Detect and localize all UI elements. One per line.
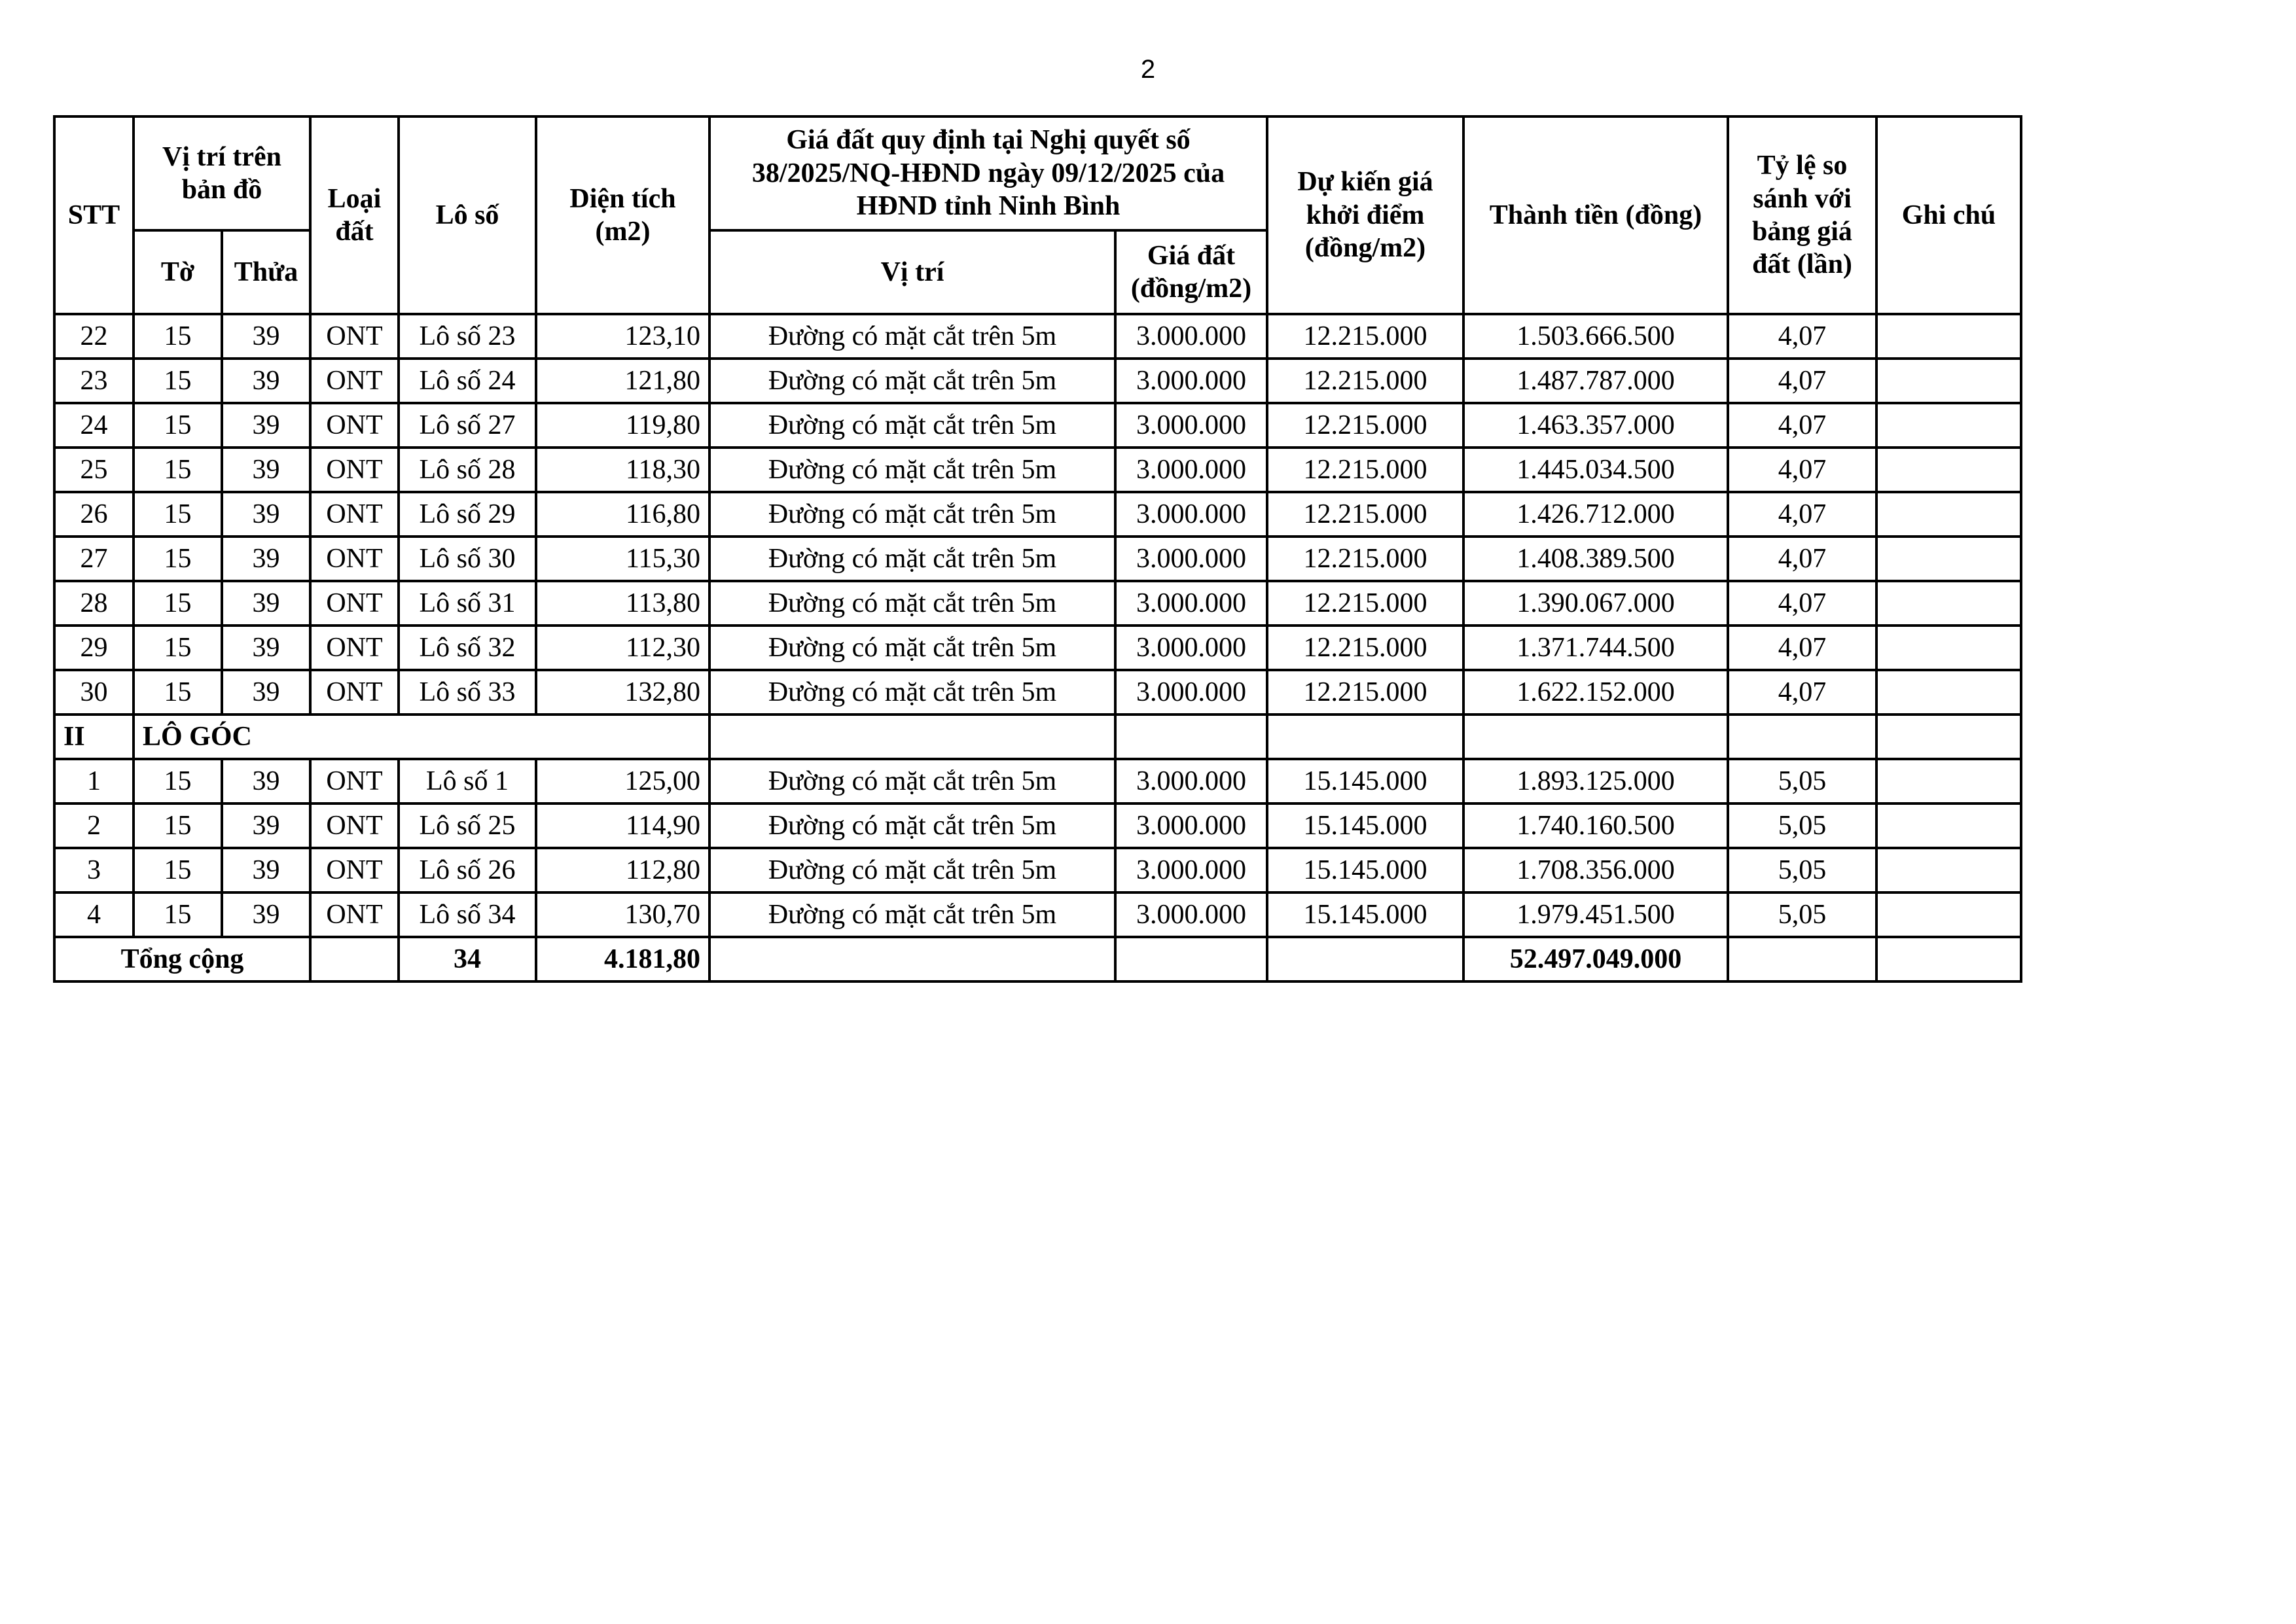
cell-gia-dat: 3.000.000 (1115, 670, 1267, 715)
cell-stt: 24 (54, 403, 134, 448)
cell-vi-tri: Đường có mặt cắt trên 5m (709, 314, 1115, 359)
cell-du-kien-gia: 15.145.000 (1267, 848, 1463, 892)
cell-thua: 39 (222, 670, 310, 715)
cell-thua: 39 (222, 448, 310, 492)
cell-vi-tri: Đường có mặt cắt trên 5m (709, 848, 1115, 892)
empty-cell (709, 937, 1115, 981)
empty-cell (709, 715, 1115, 759)
cell-thanh-tien: 1.390.067.000 (1463, 581, 1728, 626)
cell-lo-so: Lô số 33 (399, 670, 536, 715)
cell-to: 15 (134, 403, 222, 448)
cell-gia-dat: 3.000.000 (1115, 359, 1267, 403)
header-to: Tờ (134, 230, 222, 314)
cell-du-kien-gia: 12.215.000 (1267, 448, 1463, 492)
cell-thua: 39 (222, 359, 310, 403)
cell-ty-le: 4,07 (1728, 403, 1876, 448)
header-thua: Thửa (222, 230, 310, 314)
cell-lo-so: Lô số 24 (399, 359, 536, 403)
cell-lo-so: Lô số 32 (399, 626, 536, 670)
empty-cell (1463, 715, 1728, 759)
table-row (54, 359, 2021, 403)
cell-thua: 39 (222, 803, 310, 848)
cell-thanh-tien: 1.371.744.500 (1463, 626, 1728, 670)
table-row (54, 314, 2021, 359)
empty-cell (1728, 715, 1876, 759)
cell-dien-tich: 132,80 (536, 670, 709, 715)
cell-vi-tri: Đường có mặt cắt trên 5m (709, 670, 1115, 715)
cell-thanh-tien: 1.503.666.500 (1463, 314, 1728, 359)
land-price-table (53, 115, 2022, 983)
total-label: Tổng cộng (54, 937, 310, 981)
cell-loai-dat: ONT (310, 403, 399, 448)
cell-to: 15 (134, 359, 222, 403)
cell-loai-dat: ONT (310, 759, 399, 803)
cell-dien-tich: 130,70 (536, 892, 709, 937)
cell-gia-dat: 3.000.000 (1115, 448, 1267, 492)
cell-dien-tich: 114,90 (536, 803, 709, 848)
cell-vi-tri: Đường có mặt cắt trên 5m (709, 492, 1115, 537)
cell-loai-dat: ONT (310, 626, 399, 670)
section-row-lo-goc (54, 715, 2021, 759)
header-ty-le: Tỷ lệ so sánh với bảng giá đất (lần) (1728, 116, 1876, 314)
cell-gia-dat: 3.000.000 (1115, 848, 1267, 892)
cell-vi-tri: Đường có mặt cắt trên 5m (709, 892, 1115, 937)
cell-stt: 30 (54, 670, 134, 715)
empty-cell (1115, 937, 1267, 981)
cell-ty-le: 5,05 (1728, 759, 1876, 803)
table-body (54, 314, 2021, 981)
cell-thanh-tien: 1.445.034.500 (1463, 448, 1728, 492)
cell-thua: 39 (222, 759, 310, 803)
cell-dien-tich: 115,30 (536, 537, 709, 581)
cell-dien-tich: 112,80 (536, 848, 709, 892)
cell-to: 15 (134, 314, 222, 359)
cell-ty-le: 4,07 (1728, 626, 1876, 670)
cell-vi-tri: Đường có mặt cắt trên 5m (709, 537, 1115, 581)
cell-thua: 39 (222, 403, 310, 448)
cell-ty-le: 4,07 (1728, 537, 1876, 581)
total-thanh-tien: 52.497.049.000 (1463, 937, 1728, 981)
table-row (54, 803, 2021, 848)
cell-to: 15 (134, 848, 222, 892)
header-gia-dat-quy-dinh: Giá đất quy định tại Nghị quyết số 38/2025/NQ-HĐND ngày 09/12/2025 của HĐND tỉnh Ninh Bình (709, 116, 1267, 230)
cell-to: 15 (134, 803, 222, 848)
cell-stt: 1 (54, 759, 134, 803)
table-row (54, 448, 2021, 492)
cell-stt: 23 (54, 359, 134, 403)
table-row (54, 759, 2021, 803)
table-row (54, 403, 2021, 448)
header-du-kien-gia: Dự kiến giá khởi điểm (đồng/m2) (1267, 116, 1463, 314)
cell-vi-tri: Đường có mặt cắt trên 5m (709, 581, 1115, 626)
cell-loai-dat: ONT (310, 359, 399, 403)
table-row (54, 670, 2021, 715)
cell-ghi-chu (1876, 314, 2021, 359)
cell-thua: 39 (222, 314, 310, 359)
cell-lo-so: Lô số 27 (399, 403, 536, 448)
cell-thanh-tien: 1.408.389.500 (1463, 537, 1728, 581)
cell-ghi-chu (1876, 759, 2021, 803)
cell-gia-dat: 3.000.000 (1115, 759, 1267, 803)
cell-thanh-tien: 1.979.451.500 (1463, 892, 1728, 937)
empty-cell (1267, 937, 1463, 981)
cell-du-kien-gia: 12.215.000 (1267, 537, 1463, 581)
cell-vi-tri: Đường có mặt cắt trên 5m (709, 759, 1115, 803)
cell-thua: 39 (222, 848, 310, 892)
header-vi-tri-ban-do: Vị trí trên bản đồ (134, 116, 310, 230)
table-row (54, 626, 2021, 670)
total-row (54, 937, 2021, 981)
cell-dien-tich: 118,30 (536, 448, 709, 492)
cell-to: 15 (134, 537, 222, 581)
table-row (54, 848, 2021, 892)
cell-vi-tri: Đường có mặt cắt trên 5m (709, 448, 1115, 492)
cell-gia-dat: 3.000.000 (1115, 314, 1267, 359)
cell-lo-so: Lô số 25 (399, 803, 536, 848)
cell-lo-so: Lô số 28 (399, 448, 536, 492)
cell-gia-dat: 3.000.000 (1115, 403, 1267, 448)
cell-du-kien-gia: 12.215.000 (1267, 403, 1463, 448)
cell-vi-tri: Đường có mặt cắt trên 5m (709, 359, 1115, 403)
empty-cell (1728, 937, 1876, 981)
table-row (54, 892, 2021, 937)
cell-gia-dat: 3.000.000 (1115, 492, 1267, 537)
total-dien-tich: 4.181,80 (536, 937, 709, 981)
cell-ty-le: 5,05 (1728, 892, 1876, 937)
cell-thua: 39 (222, 537, 310, 581)
cell-lo-so: Lô số 31 (399, 581, 536, 626)
cell-stt: 27 (54, 537, 134, 581)
cell-stt: 2 (54, 803, 134, 848)
table-row (54, 492, 2021, 537)
cell-ghi-chu (1876, 448, 2021, 492)
cell-lo-so: Lô số 34 (399, 892, 536, 937)
cell-loai-dat: ONT (310, 803, 399, 848)
cell-dien-tich: 123,10 (536, 314, 709, 359)
cell-to: 15 (134, 448, 222, 492)
cell-du-kien-gia: 12.215.000 (1267, 581, 1463, 626)
cell-du-kien-gia: 15.145.000 (1267, 803, 1463, 848)
cell-ghi-chu (1876, 359, 2021, 403)
cell-ty-le: 5,05 (1728, 803, 1876, 848)
cell-loai-dat: ONT (310, 314, 399, 359)
cell-lo-so: Lô số 1 (399, 759, 536, 803)
cell-gia-dat: 3.000.000 (1115, 626, 1267, 670)
header-thanh-tien: Thành tiền (đồng) (1463, 116, 1728, 314)
empty-cell (310, 937, 399, 981)
cell-du-kien-gia: 15.145.000 (1267, 892, 1463, 937)
cell-thanh-tien: 1.463.357.000 (1463, 403, 1728, 448)
cell-du-kien-gia: 12.215.000 (1267, 359, 1463, 403)
header-ghi-chu: Ghi chú (1876, 116, 2021, 314)
cell-du-kien-gia: 12.215.000 (1267, 314, 1463, 359)
cell-du-kien-gia: 12.215.000 (1267, 670, 1463, 715)
cell-loai-dat: ONT (310, 581, 399, 626)
cell-ty-le: 4,07 (1728, 359, 1876, 403)
cell-du-kien-gia: 12.215.000 (1267, 626, 1463, 670)
cell-ty-le: 4,07 (1728, 314, 1876, 359)
cell-thanh-tien: 1.893.125.000 (1463, 759, 1728, 803)
cell-gia-dat: 3.000.000 (1115, 581, 1267, 626)
cell-ty-le: 4,07 (1728, 492, 1876, 537)
cell-dien-tich: 112,30 (536, 626, 709, 670)
section-number: II (54, 715, 134, 759)
cell-thanh-tien: 1.622.152.000 (1463, 670, 1728, 715)
cell-lo-so: Lô số 23 (399, 314, 536, 359)
cell-stt: 22 (54, 314, 134, 359)
cell-dien-tich: 121,80 (536, 359, 709, 403)
empty-cell (1267, 715, 1463, 759)
cell-gia-dat: 3.000.000 (1115, 537, 1267, 581)
table-row (54, 537, 2021, 581)
cell-dien-tich: 113,80 (536, 581, 709, 626)
cell-ghi-chu (1876, 892, 2021, 937)
header-dien-tich: Diện tích (m2) (536, 116, 709, 314)
cell-vi-tri: Đường có mặt cắt trên 5m (709, 403, 1115, 448)
total-lo-count: 34 (399, 937, 536, 981)
cell-gia-dat: 3.000.000 (1115, 803, 1267, 848)
cell-thanh-tien: 1.426.712.000 (1463, 492, 1728, 537)
page-number: 2 (1140, 55, 1156, 84)
cell-to: 15 (134, 492, 222, 537)
cell-ghi-chu (1876, 670, 2021, 715)
table-row (54, 581, 2021, 626)
cell-ty-le: 4,07 (1728, 670, 1876, 715)
cell-du-kien-gia: 12.215.000 (1267, 492, 1463, 537)
cell-ty-le: 4,07 (1728, 581, 1876, 626)
cell-stt: 3 (54, 848, 134, 892)
table-header (54, 116, 2021, 314)
header-vi-tri: Vị trí (709, 230, 1115, 314)
cell-thua: 39 (222, 581, 310, 626)
cell-thua: 39 (222, 492, 310, 537)
empty-cell (1876, 715, 2021, 759)
cell-vi-tri: Đường có mặt cắt trên 5m (709, 803, 1115, 848)
cell-loai-dat: ONT (310, 537, 399, 581)
cell-thanh-tien: 1.740.160.500 (1463, 803, 1728, 848)
cell-thanh-tien: 1.708.356.000 (1463, 848, 1728, 892)
header-loai-dat: Loại đất (310, 116, 399, 314)
cell-thanh-tien: 1.487.787.000 (1463, 359, 1728, 403)
cell-ty-le: 5,05 (1728, 848, 1876, 892)
header-lo-so: Lô số (399, 116, 536, 314)
cell-stt: 29 (54, 626, 134, 670)
header-gia-dat: Giá đất (đồng/m2) (1115, 230, 1267, 314)
cell-ghi-chu (1876, 626, 2021, 670)
cell-thua: 39 (222, 626, 310, 670)
cell-stt: 4 (54, 892, 134, 937)
cell-gia-dat: 3.000.000 (1115, 892, 1267, 937)
cell-ghi-chu (1876, 581, 2021, 626)
cell-loai-dat: ONT (310, 670, 399, 715)
cell-to: 15 (134, 759, 222, 803)
cell-dien-tich: 119,80 (536, 403, 709, 448)
section-title: LÔ GÓC (134, 715, 709, 759)
cell-dien-tich: 125,00 (536, 759, 709, 803)
empty-cell (1876, 937, 2021, 981)
cell-to: 15 (134, 626, 222, 670)
empty-cell (1115, 715, 1267, 759)
header-stt: STT (54, 116, 134, 314)
cell-lo-so: Lô số 26 (399, 848, 536, 892)
cell-ghi-chu (1876, 403, 2021, 448)
cell-loai-dat: ONT (310, 448, 399, 492)
cell-loai-dat: ONT (310, 492, 399, 537)
cell-lo-so: Lô số 30 (399, 537, 536, 581)
cell-ty-le: 4,07 (1728, 448, 1876, 492)
cell-ghi-chu (1876, 492, 2021, 537)
cell-to: 15 (134, 581, 222, 626)
cell-to: 15 (134, 892, 222, 937)
cell-vi-tri: Đường có mặt cắt trên 5m (709, 626, 1115, 670)
cell-ghi-chu (1876, 537, 2021, 581)
cell-loai-dat: ONT (310, 892, 399, 937)
cell-stt: 28 (54, 581, 134, 626)
cell-thua: 39 (222, 892, 310, 937)
cell-stt: 26 (54, 492, 134, 537)
cell-lo-so: Lô số 29 (399, 492, 536, 537)
cell-loai-dat: ONT (310, 848, 399, 892)
cell-ghi-chu (1876, 803, 2021, 848)
cell-dien-tich: 116,80 (536, 492, 709, 537)
cell-ghi-chu (1876, 848, 2021, 892)
cell-du-kien-gia: 15.145.000 (1267, 759, 1463, 803)
cell-to: 15 (134, 670, 222, 715)
cell-stt: 25 (54, 448, 134, 492)
